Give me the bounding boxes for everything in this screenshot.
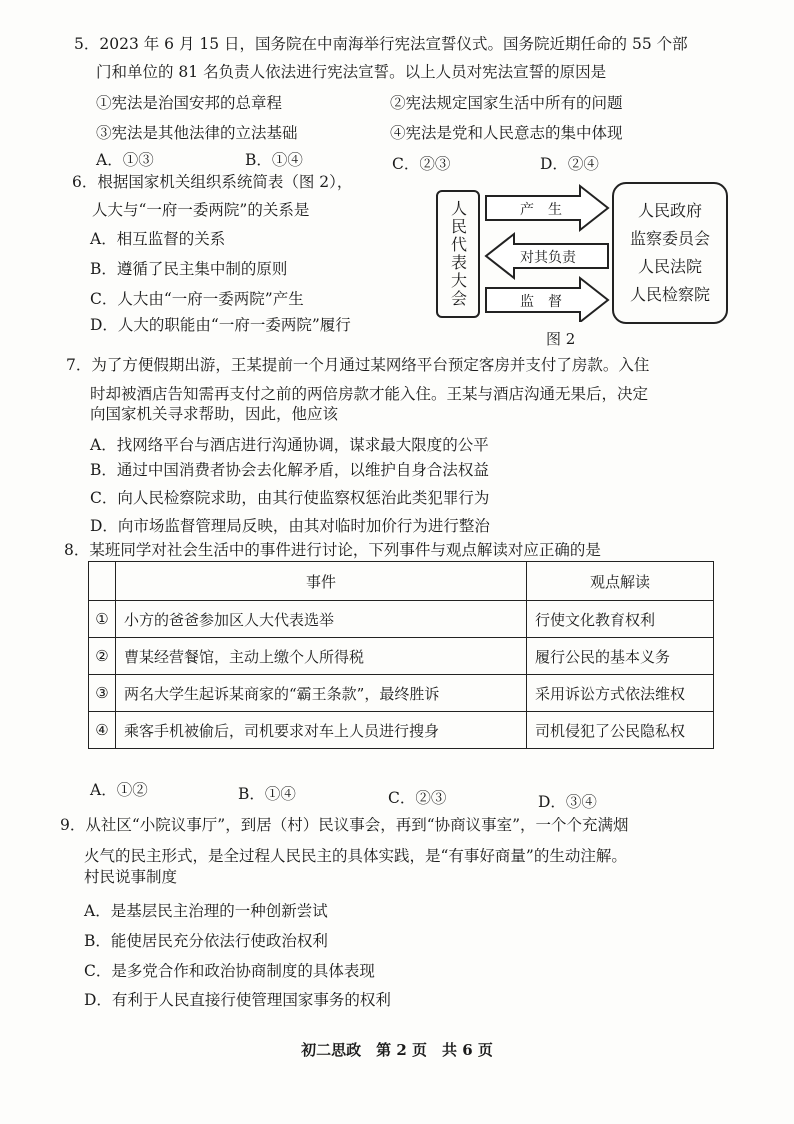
q9-stem-line2: 火气的民主形式，是全过程人民民主的具体实践，是“有事好商量”的生动注解。	[84, 847, 627, 865]
row-view: 履行公民的基本义务	[527, 638, 714, 675]
row-number: ④	[89, 712, 116, 749]
row-view: 采用诉讼方式依法维权	[527, 675, 714, 712]
procuratorate-label: 人民检察院	[629, 285, 710, 304]
q6-option-b: B．遵循了民主集中制的原则	[90, 260, 288, 278]
events-table	[88, 561, 714, 749]
table-header-row	[89, 562, 714, 601]
q8-option-d: D．③④	[538, 793, 597, 811]
arrow-supervise-label: 监 督	[520, 294, 562, 310]
q5-statement-3: ③宪法是其他法律的立法基础	[96, 124, 298, 142]
q6-option-c: C．人大由“一府一委两院”产生	[90, 290, 304, 308]
row-view: 行使文化教育权利	[527, 601, 714, 638]
q5-statement-4: ④宪法是党和人民意志的集中体现	[390, 124, 623, 142]
q7-stem-line3: 向国家机关寻求帮助，因此，他应该	[90, 405, 339, 423]
q5-stem-line1: 5．2023 年 6 月 15 日，国务院在中南海举行宪法宣誓仪式。国务院近期任命的 55 个部	[74, 35, 688, 53]
q5-option-b: B．①④	[245, 151, 303, 169]
q7-stem-line1: 7．为了方便假期出游，王某提前一个月通过某网络平台预定客房并支付了房款。入住	[66, 356, 650, 374]
q5-option-d: D．②④	[540, 155, 599, 173]
q5-stem-line2: 门和单位的 81 名负责人依法进行宪法宣誓。以上人员对宪法宣誓的原因是	[96, 63, 607, 81]
q6-stem-line1: 6．根据国家机关组织系统简表（图 2），	[72, 173, 353, 191]
row-view: 司机侵犯了公民隐私权	[527, 712, 714, 749]
row-number: ②	[89, 638, 116, 675]
q7-option-d: D．向市场监督管理局反映，由其对临时加价行为进行整治	[90, 517, 490, 535]
supervision-commission-label: 监察委员会	[629, 229, 710, 248]
q8-option-b: B．①④	[238, 785, 296, 803]
q7-option-a: A．找网络平台与酒店进行沟通协调，谋求最大限度的公平	[90, 436, 489, 454]
q5-option-a: A．①③	[96, 151, 154, 169]
q5-option-c: C．②③	[392, 155, 451, 173]
npc-box: 人民代表大会	[436, 190, 480, 318]
q5-statement-1: ①宪法是治国安邦的总章程	[96, 94, 283, 112]
arrow-produce-label: 产 生	[520, 202, 562, 218]
figure-caption: 图 2	[546, 330, 576, 348]
q9-option-a: A．是基层民主治理的一种创新尝试	[84, 902, 328, 920]
row-number: ③	[89, 675, 116, 712]
q8-option-c: C．②③	[388, 789, 447, 807]
row-number: ①	[89, 601, 116, 638]
government-label: 人民政府	[637, 201, 702, 220]
row-event: 小方的爸爸参加区人大代表选举	[116, 601, 527, 638]
q9-stem-line3: 村民说事制度	[84, 868, 178, 886]
table-row	[89, 601, 714, 638]
q8-stem: 8．某班同学对社会生活中的事件进行讨论，下列事件与观点解读对应正确的是	[64, 541, 601, 559]
table-row	[89, 712, 714, 749]
row-event: 曹某经营餐馆，主动上缴个人所得税	[116, 638, 527, 675]
table-header-num	[89, 562, 116, 601]
q6-option-d: D．人大的职能由“一府一委两院”履行	[90, 316, 351, 334]
q7-option-c: C．向人民检察院求助，由其行使监察权惩治此类犯罪行为	[90, 489, 490, 507]
q5-statement-2: ②宪法规定国家生活中所有的问题	[390, 94, 623, 112]
row-event: 两名大学生起诉某商家的“霸王条款”，最终胜诉	[116, 675, 527, 712]
q7-stem-line2: 时却被酒店告知需再支付之前的两倍房款才能入住。王某与酒店沟通无果后，决定	[90, 385, 649, 403]
table-header-view: 观点解读	[527, 562, 714, 601]
q9-stem-line1: 9．从社区“小院议事厅”，到居（村）民议事会，再到“协商议事室”，一个个充满烟	[60, 816, 629, 834]
table-row	[89, 675, 714, 712]
table-header-event: 事件	[116, 562, 527, 601]
page-footer: 初二思政 第 2 页 共 6 页	[301, 1041, 493, 1059]
court-label: 人民法院	[637, 257, 702, 276]
q9-option-d: D．有利于人民直接行使管理国家事务的权利	[84, 991, 391, 1009]
q6-stem-line2: 人大与“一府一委两院”的关系是	[92, 201, 310, 219]
q9-option-b: B．能使居民充分依法行使政治权利	[84, 932, 328, 950]
q8-option-a: A．①②	[90, 781, 148, 799]
organization-diagram	[436, 182, 724, 342]
row-event: 乘客手机被偷后，司机要求对车上人员进行搜身	[116, 712, 527, 749]
arrow-responsible-label: 对其负责	[520, 250, 576, 266]
q6-option-a: A．相互监督的关系	[90, 230, 226, 248]
q7-option-b: B．通过中国消费者协会去化解矛盾，以维护自身合法权益	[90, 461, 489, 479]
state-organs-box	[612, 182, 728, 324]
q9-option-c: C．是多党合作和政治协商制度的具体表现	[84, 962, 375, 980]
table-row	[89, 638, 714, 675]
